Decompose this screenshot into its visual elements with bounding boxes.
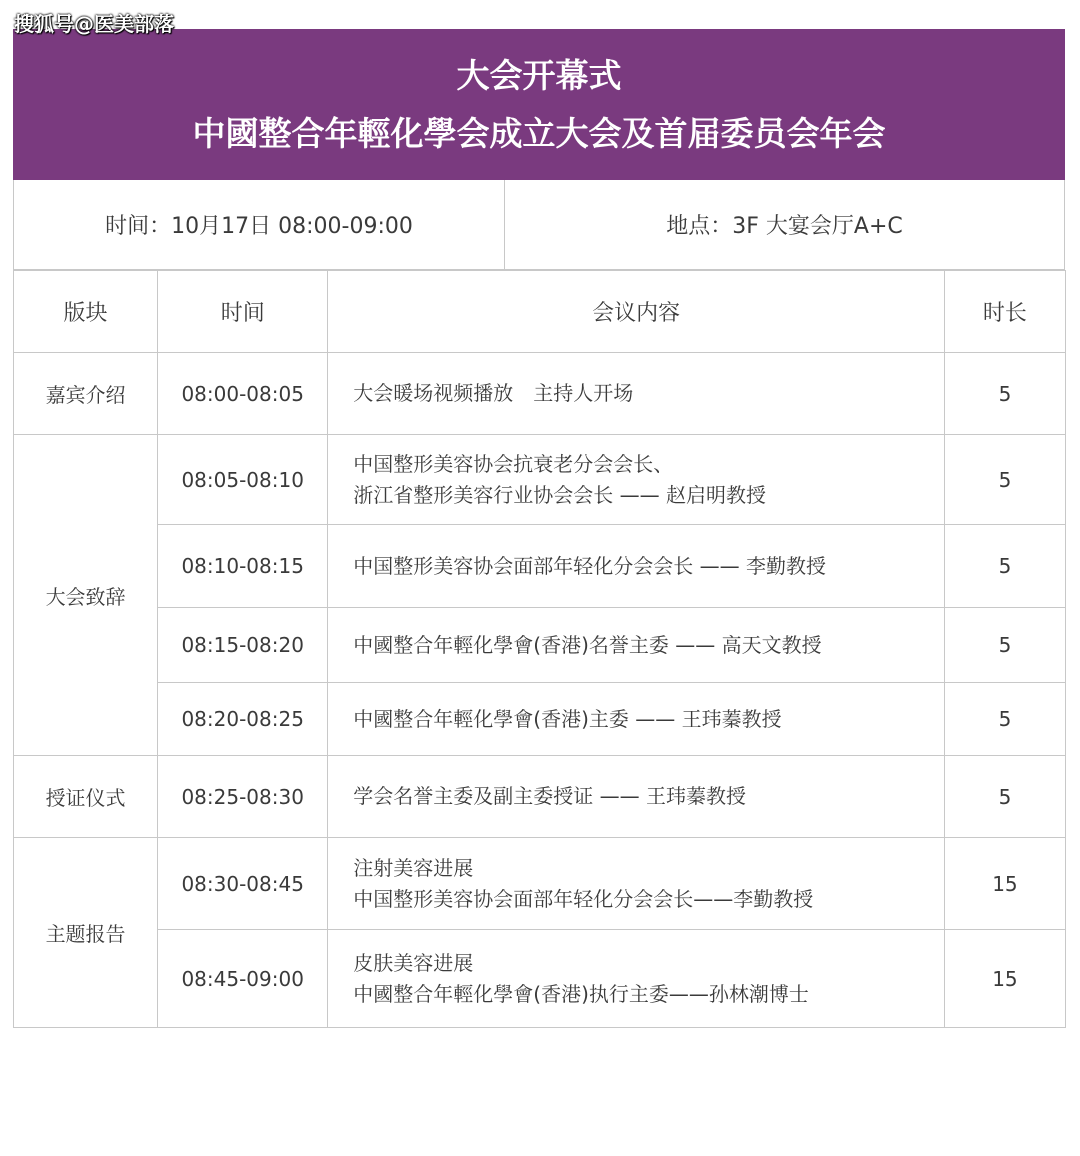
row-content <box>328 838 945 930</box>
table-row <box>14 435 1066 525</box>
watermark: 搜狐号@医美部落 <box>14 12 174 36</box>
row-content <box>328 435 945 525</box>
row-duration: 15 <box>944 838 1065 930</box>
table-row <box>14 838 1066 930</box>
row-content <box>328 608 945 683</box>
row-content-line: 大会暖场视频播放 主持人开场 <box>353 381 634 405</box>
section-label: 大会致辞 <box>14 435 158 756</box>
row-duration: 5 <box>944 525 1065 608</box>
table-row <box>14 683 1066 756</box>
column-header-time: 时间 <box>158 271 328 353</box>
column-header-duration: 时长 <box>944 271 1065 353</box>
row-duration: 15 <box>944 930 1065 1028</box>
row-duration: 5 <box>944 683 1065 756</box>
row-content <box>328 683 945 756</box>
event-place: 地点：3F 大宴会厅A+C <box>666 214 903 239</box>
schedule-table <box>13 270 1066 1028</box>
row-content-line: 中国整形美容协会抗衰老分会会长、 <box>353 451 674 476</box>
row-content-line: 中國整合年輕化學會(香港)名誉主委 —— 高天文教授 <box>353 632 822 657</box>
row-content-line: 中国整形美容协会面部年轻化分会会长——李勤教授 <box>353 886 814 911</box>
column-header-content: 会议内容 <box>328 271 945 353</box>
section-label: 主题报告 <box>14 838 158 1028</box>
row-content-line: 浙江省整形美容行业协会会长 —— 赵启明教授 <box>353 482 766 507</box>
event-time: 时间：10月17日 08:00-09:00 <box>14 180 505 269</box>
event-info-bar <box>13 180 1065 270</box>
row-content-line: 中國整合年輕化學會(香港)主委 —— 王玮蓁教授 <box>353 706 782 731</box>
row-time: 08:10-08:15 <box>158 525 328 608</box>
row-time: 08:20-08:25 <box>158 683 328 756</box>
row-time: 08:00-08:05 <box>158 353 328 435</box>
row-content-line: 注射美容进展 <box>353 855 474 880</box>
row-time: 08:15-08:20 <box>158 608 328 683</box>
table-row <box>14 608 1066 683</box>
section-label: 授证仪式 <box>14 756 158 838</box>
row-time: 08:45-09:00 <box>158 930 328 1028</box>
row-duration: 5 <box>944 435 1065 525</box>
table-row <box>14 525 1066 608</box>
table-row <box>14 930 1066 1028</box>
table-row <box>14 756 1066 838</box>
column-header-section: 版块 <box>14 271 158 353</box>
table-row <box>14 353 1066 435</box>
event-title: 大会开幕式 <box>456 55 622 95</box>
row-content <box>328 525 945 608</box>
row-duration: 5 <box>944 608 1065 683</box>
row-time: 08:25-08:30 <box>158 756 328 838</box>
row-content <box>328 756 945 838</box>
event-subtitle: 中國整合年輕化學会成立大会及首届委员会年会 <box>192 113 886 153</box>
row-time: 08:05-08:10 <box>158 435 328 525</box>
row-duration: 5 <box>944 756 1065 838</box>
row-duration: 5 <box>944 353 1065 435</box>
row-content-line: 学会名誉主委及副主委授证 —— 王玮蓁教授 <box>353 784 746 808</box>
row-time: 08:30-08:45 <box>158 838 328 930</box>
section-label: 嘉宾介绍 <box>14 353 158 435</box>
row-content-line: 皮肤美容进展 <box>353 950 474 975</box>
row-content <box>328 930 945 1028</box>
row-content-line: 中国整形美容协会面部年轻化分会会长 —— 李勤教授 <box>353 553 826 578</box>
row-content <box>328 353 945 435</box>
row-content-line: 中國整合年輕化學會(香港)执行主委——孙林潮博士 <box>353 981 809 1006</box>
event-title-banner <box>13 29 1065 180</box>
table-header-row <box>14 271 1066 353</box>
